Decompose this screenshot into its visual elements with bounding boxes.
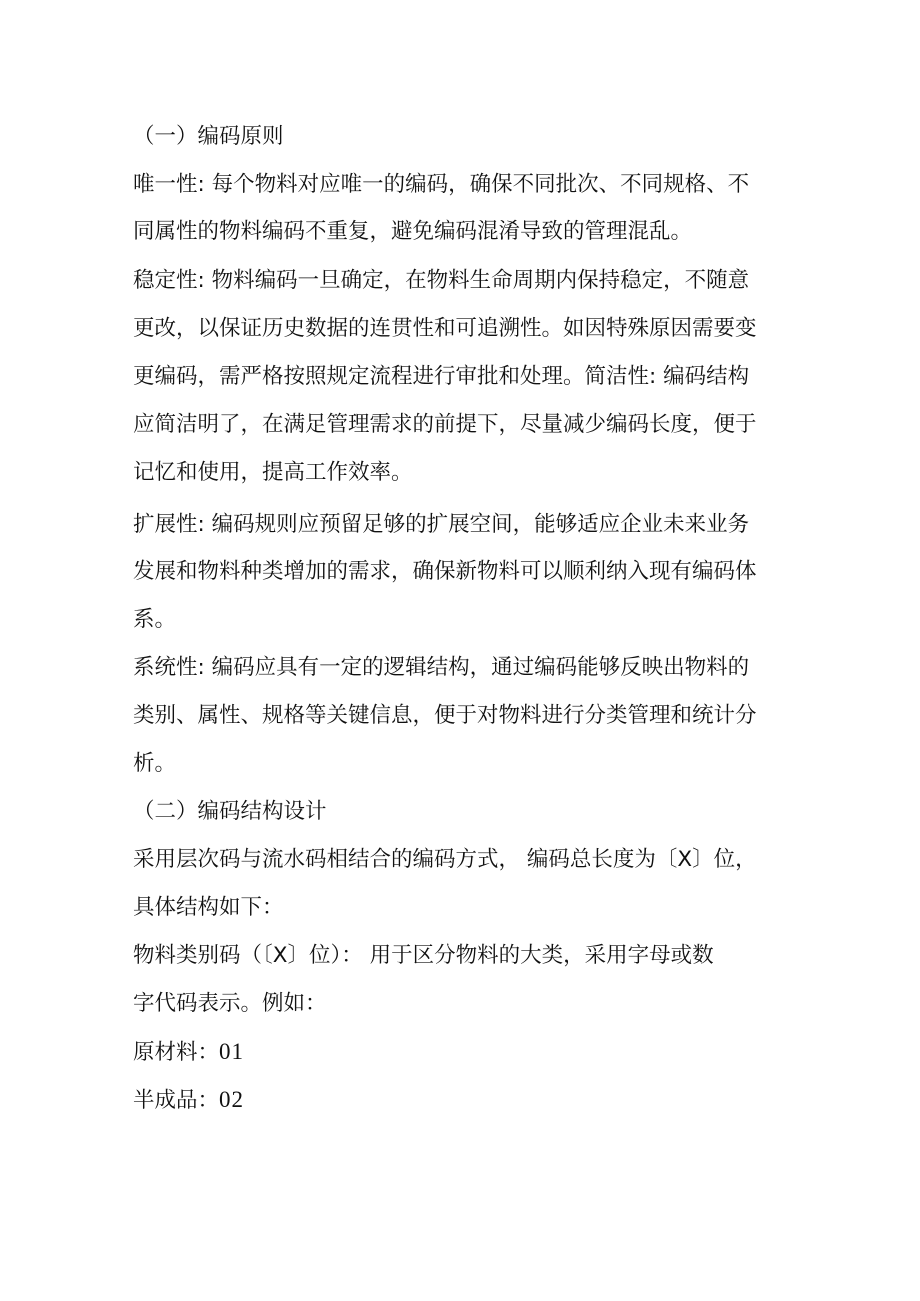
paragraph-extensibility-line-1: 扩展性: 编码规则应预留足够的扩展空间，能够适应企业未来业务 <box>133 512 750 537</box>
paragraph-stability-line-1: 稳定性: 物料编码一旦确定，在物料生命周期内保持稳定，不随意 <box>133 268 750 293</box>
paragraph-stability-line-5: 记忆和使用，提高工作效率。 <box>133 460 413 485</box>
paragraph-systematic-line-3: 析。 <box>133 751 177 776</box>
paragraph-structure-intro-line-2: 具体结构如下： <box>133 895 284 920</box>
section-heading-coding-principles: （一）编码原则 <box>133 124 284 149</box>
paragraph-systematic-line-2: 类别、属性、规格等关键信息，便于对物料进行分类管理和统计分 <box>133 703 757 728</box>
paragraph-stability-line-4: 应简洁明了，在满足管理需求的前提下，尽量减少编码长度，便于 <box>133 412 757 437</box>
example-raw-material <box>133 1032 813 1072</box>
paragraph-structure-intro-line-1: 采用层次码与流水码相结合的编码方式， 编码总长度为〔X〕位， <box>133 847 757 872</box>
paragraph-extensibility-line-3: 系。 <box>133 607 177 632</box>
example-raw-material-code: 01 <box>219 1039 245 1064</box>
section-heading-coding-structure-design: （二）编码结构设计 <box>133 799 327 824</box>
paragraph-systematic-line-1: 系统性: 编码应具有一定的逻辑结构，通过编码能够反映出物料的 <box>133 655 750 680</box>
example-semi-finished-product-label: 半成品： <box>133 1088 220 1113</box>
paragraph-stability-line-2: 更改，以保证历史数据的连贯性和可追溯性。如因特殊原因需要变 <box>133 316 757 341</box>
example-semi-finished-product-code: 02 <box>219 1087 245 1112</box>
paragraph-stability-line-3: 更编码，需严格按照规定流程进行审批和处理。简洁性: 编码结构 <box>133 364 750 389</box>
paragraph-category-code-line-1: 物料类别码（〔X〕位）： 用于区分物料的大类，采用字母或数 <box>133 943 714 968</box>
paragraph-uniqueness-line-1: 唯一性: 每个物料对应唯一的编码，确保不同批次、不同规格、不 <box>133 172 750 197</box>
paragraph-uniqueness-line-2: 同属性的物料编码不重复，避免编码混淆导致的管理混乱。 <box>133 219 693 244</box>
example-semi-finished-product <box>133 1080 813 1120</box>
paragraph-category-code-line-2: 字代码表示。例如： <box>133 991 327 1016</box>
paragraph-extensibility-line-2: 发展和物料种类增加的需求，确保新物料可以顺利纳入现有编码体 <box>133 559 757 584</box>
example-raw-material-label: 原材料： <box>133 1040 220 1065</box>
